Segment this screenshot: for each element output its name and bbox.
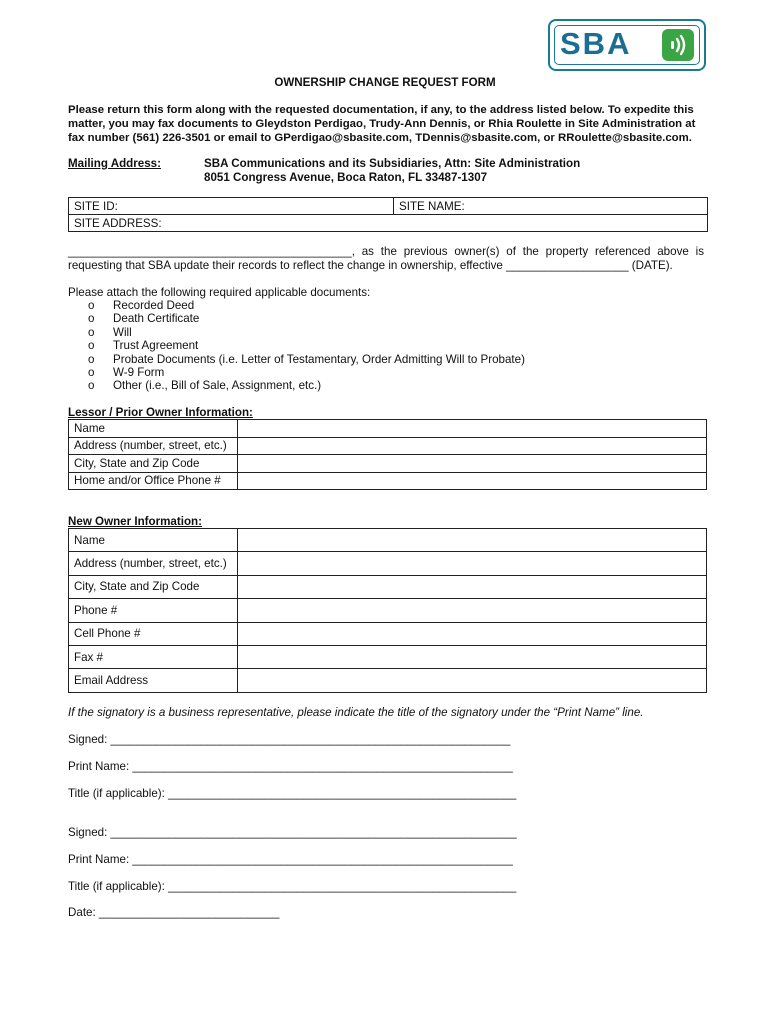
signatory-note: If the signatory is a business representative, please indicate the title of the signatory under the “Print Name” line. <box>68 706 644 719</box>
form-title: OWNERSHIP CHANGE REQUEST FORM <box>274 76 496 89</box>
bullet-icon: o <box>88 379 95 393</box>
new-owner-city-label: City, State and Zip Code <box>69 575 238 598</box>
new-owner-address-field[interactable] <box>238 552 707 575</box>
lessor-city-label: City, State and Zip Code <box>69 455 238 473</box>
site-table <box>68 197 708 232</box>
title-line-2[interactable]: Title (if applicable): ______________________________________________________ <box>68 880 517 893</box>
lessor-heading: Lessor / Prior Owner Information: <box>68 406 253 419</box>
new-owner-email-field[interactable] <box>238 669 707 692</box>
mailing-address-line2: 8051 Congress Avenue, Boca Raton, FL 33487-1307 <box>204 171 488 184</box>
logo-text: SBA <box>560 26 632 61</box>
document-item-label: Other (i.e., Bill of Sale, Assignment, etc.) <box>113 379 322 393</box>
new-owner-fax-label: Fax # <box>69 645 238 668</box>
new-owner-cell-field[interactable] <box>238 622 707 645</box>
lessor-address-label: Address (number, street, etc.) <box>69 437 238 455</box>
mailing-address-line1: SBA Communications and its Subsidiaries, Attn: Site Administration <box>204 157 581 170</box>
lessor-table <box>68 419 707 490</box>
table-row <box>69 599 707 622</box>
bullet-icon: o <box>88 299 95 312</box>
lessor-address-field[interactable] <box>238 437 707 455</box>
document-item-label: Probate Documents (i.e. Letter of Testamentary, Order Admitting Will to Probate) <box>113 352 525 366</box>
document-item-label: Trust Agreement <box>113 339 199 353</box>
site-id-label: SITE ID: <box>74 199 118 213</box>
document-item-label: Death Certificate <box>113 312 200 326</box>
bullet-icon: o <box>88 352 95 366</box>
list-item <box>88 339 525 352</box>
site-name-label: SITE NAME: <box>399 199 465 213</box>
mailing-address <box>204 157 580 185</box>
bullet-icon: o <box>88 339 95 353</box>
list-item <box>88 353 525 366</box>
signed-line-2[interactable]: Signed: _______________________________________________________________ <box>68 826 517 839</box>
document-item-label: Recorded Deed <box>113 299 195 312</box>
list-item <box>88 312 525 325</box>
table-row <box>69 552 707 575</box>
lessor-name-field[interactable] <box>238 420 707 438</box>
site-name-field[interactable] <box>394 198 708 215</box>
new-owner-email-label: Email Address <box>69 669 238 692</box>
site-address-field[interactable] <box>69 215 708 232</box>
lessor-phone-field[interactable] <box>238 472 707 490</box>
bullet-icon: o <box>88 366 95 380</box>
lessor-city-field[interactable] <box>238 455 707 473</box>
print-name-line-2[interactable]: Print Name: ___________________________________________________________ <box>68 853 513 866</box>
new-owner-phone-field[interactable] <box>238 599 707 622</box>
new-owner-city-field[interactable] <box>238 575 707 598</box>
table-row <box>69 455 707 473</box>
new-owner-cell-label: Cell Phone # <box>69 622 238 645</box>
table-row <box>69 472 707 490</box>
intro-text: Please return this form along with the requested documentation, if any, to the address listed below. To expedite this matter, you may fax documents to Gleydston Perdigao, Trudy-Ann Dennis, or Rhia Roulette in Site Administration at fax number (561) 226-3501 or email to GPerdigao@sbasite.com, TDennis@sbasite.com, or RRoulette@sbasite.com. <box>68 104 696 144</box>
ownership-paragraph: ____________________________________________, as the previous owner(s) of the property referenced above is requesting that SBA update their records to reflect the change in ownership, effective ___________________ (DATE). <box>68 245 704 272</box>
table-row <box>69 437 707 455</box>
new-owner-name-label: Name <box>69 529 238 552</box>
lessor-phone-label: Home and/or Office Phone # <box>69 472 238 490</box>
bullet-icon: o <box>88 312 95 326</box>
list-item <box>88 379 525 392</box>
site-id-field[interactable] <box>69 198 394 215</box>
signed-line-1[interactable]: Signed: ______________________________________________________________ <box>68 733 511 746</box>
new-owner-name-field[interactable] <box>238 529 707 552</box>
date-line[interactable]: Date: ____________________________ <box>68 906 280 919</box>
list-item <box>88 326 525 339</box>
lessor-name-label: Name <box>69 420 238 438</box>
table-row <box>69 622 707 645</box>
title-line-1[interactable]: Title (if applicable): ______________________________________________________ <box>68 787 517 800</box>
table-row <box>69 669 707 692</box>
table-row <box>69 645 707 668</box>
bullet-icon: o <box>88 325 95 339</box>
new-owner-table <box>68 528 707 693</box>
attach-heading: Please attach the following required applicable documents: <box>68 286 371 299</box>
sba-logo <box>548 19 706 71</box>
print-name-line-1[interactable]: Print Name: ___________________________________________________________ <box>68 760 513 773</box>
new-owner-fax-field[interactable] <box>238 645 707 668</box>
new-owner-address-label: Address (number, street, etc.) <box>69 552 238 575</box>
mailing-address-label: Mailing Address: <box>68 157 161 170</box>
site-address-label: SITE ADDRESS: <box>74 216 162 230</box>
new-owner-phone-label: Phone # <box>69 599 238 622</box>
table-row <box>69 529 707 552</box>
table-row <box>69 575 707 598</box>
new-owner-heading: New Owner Information: <box>68 515 202 528</box>
documents-list <box>88 299 525 393</box>
document-item-label: W-9 Form <box>113 366 165 380</box>
list-item <box>88 299 525 312</box>
list-item <box>88 366 525 379</box>
signal-icon <box>662 29 694 61</box>
table-row <box>69 420 707 438</box>
document-item-label: Will <box>113 325 132 339</box>
